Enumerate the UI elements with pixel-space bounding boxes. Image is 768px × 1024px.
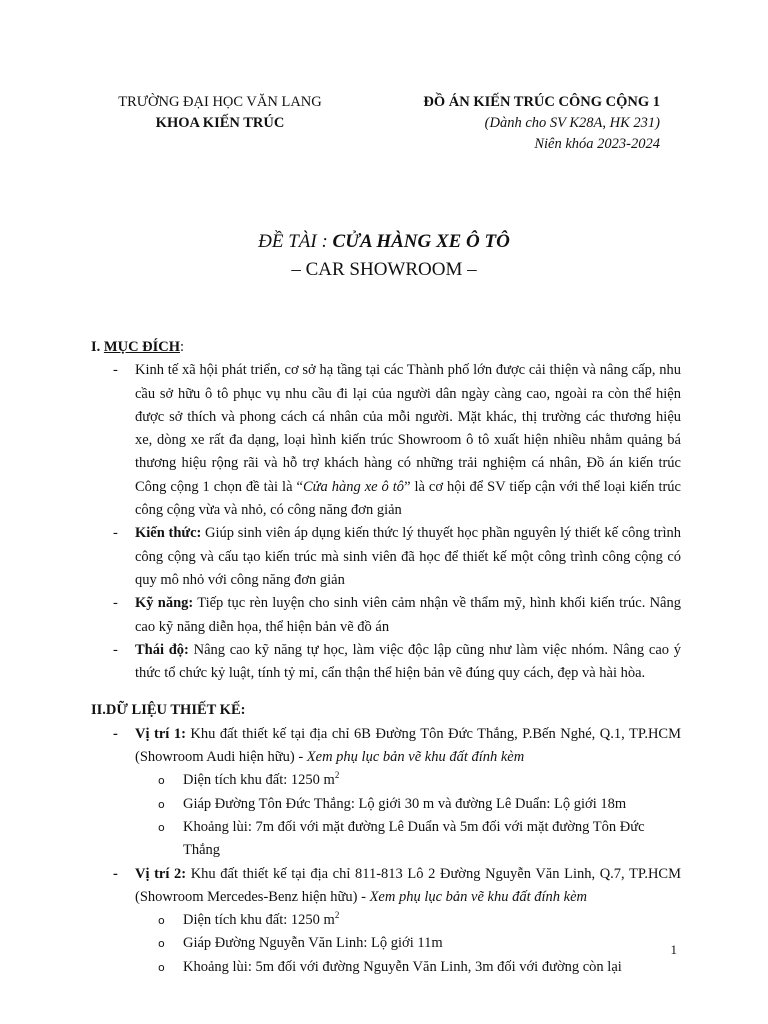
item-text: ” là cơ hội để SV tiếp cận với thể loại kiến trúc công cộng vừa và nhỏ, có công năng đơn giản [135,478,681,519]
item-text: Tiếp tục rèn luyện cho sinh viên cảm nhận về thẩm mỹ, hình khối kiến trúc. Nâng cao kỹ năng diễn họa, thể hiện bản vẽ đồ án [135,595,681,635]
project-name: ĐỒ ÁN KIẾN TRÚC CÔNG CỘNG 1 [423,94,660,110]
site-text: Khu đất thiết kế tại địa chỉ 811-813 Lô 2 Đường Nguyễn Văn Linh, Q.7, TP.HCM (Showroom Mercedes-Benz hiện hữu) - [135,865,681,905]
dash-bullet: - [113,865,118,882]
title-subtitle: – CAR SHOWROOM – [291,259,477,280]
section-number: I. [91,339,104,355]
list-item [91,592,681,639]
sub-item [91,909,681,932]
superscript: 2 [334,910,340,921]
title-name: CỬA HÀNG XE Ô TÔ [332,231,510,252]
circle-bullet-icon: o [158,774,165,788]
site-item [91,863,681,910]
sub-item [91,769,681,792]
section-heading-purpose [91,336,681,359]
school-name: TRƯỜNG ĐẠI HỌC VĂN LANG [118,94,322,110]
title-line [0,228,768,256]
list-item [91,522,681,592]
superscript: 2 [334,770,340,781]
item-text-italic: Cửa hàng xe ô tô [302,478,405,495]
academic-year: Niên khóa 2023-2024 [534,136,660,152]
list-item [91,639,681,686]
site-item [91,723,681,770]
section-title: DỮ LIỆU THIẾT KẾ: [105,702,246,719]
section-title: MỤC ĐÍCH [103,339,181,355]
section-colon: : [180,339,185,355]
site-label: Vị trí 1: [135,725,186,742]
site-text: Khu đất thiết kế tại địa chỉ 6B Đường Tôn Đức Thắng, P.Bến Nghé, Q.1, TP.HCM (Showroom Audi hiện hữu) - [135,725,681,766]
header-right [360,92,660,155]
item-label: Kỹ năng: [135,595,194,612]
item-text: Nâng cao kỹ năng tự học, làm việc độc lập cũng như làm việc nhóm. Nâng cao ý thức tổ chức kỷ luật, tính tỷ mỉ, cẩn thận thể hiện bản vẽ đúng quy cách, đẹp và hài hòa. [135,641,681,682]
audience-note: (Dành cho SV K28A, HK 231) [484,115,660,131]
page-number: 1 [670,942,677,957]
item-text: Giúp sinh viên áp dụng kiến thức lý thuyết học phần nguyên lý thiết kế công trình công cộng và cấu tạo kiến trúc mà sinh viên đã học để thiết kế một công trình công cộng có quy mô nhỏ với công năng đơn giản [135,525,681,588]
title-prefix: ĐỀ TÀI : [258,231,333,252]
circle-bullet-icon: o [158,937,165,951]
document-title [0,228,768,284]
item-label: Kiến thức: [135,525,202,542]
sub-text: Khoảng lùi: 5m đối với đường Nguyễn Văn Linh, 3m đối với đường còn lại [183,958,622,975]
sub-item [91,956,681,979]
sub-item [91,932,681,955]
header-left [90,92,350,134]
item-label: Thái độ: [135,641,189,658]
dash-bullet: - [113,725,118,742]
dash-bullet: - [113,525,118,542]
dash-bullet: - [113,362,118,379]
section-heading-design-data [91,699,681,722]
circle-bullet-icon: o [158,820,165,834]
sub-text: Diện tích khu đất: 1250 m [183,772,335,789]
sub-text: Giáp Đường Tôn Đức Thắng: Lộ giới 30 m và đường Lê Duẩn: Lộ giới 18m [183,795,627,812]
section-number: II. [91,702,106,719]
sub-item [91,793,681,816]
sub-text: Khoảng lùi: 7m đối với mặt đường Lê Duẩn và 5m đối với mặt đường Tôn Đức Thắng [183,818,645,859]
site-note: Xem phụ lục bản vẽ khu đất đính kèm [306,749,525,766]
site-label: Vị trí 2: [135,865,187,882]
sub-text: Giáp Đường Nguyễn Văn Linh: Lộ giới 11m [183,935,443,952]
item-text: Kinh tế xã hội phát triển, cơ sở hạ tầng tại các Thành phố lớn được cải thiện và nâng cấp, nhu cầu sở hữu ô tô phục vụ nhu cầu đi lại của người dân ngày càng cao, ngoài ra còn thể hiện được sở thích và phong cách cá nhân của mỗi người. Mặt khác, thị trường các thương hiệu xe, dòng xe rất đa dạng, loại hình kiến trúc Showroom ô tô xuất hiện nhiều nhằm quảng bá thương hiệu rộng rãi và hỗ trợ khách hàng có những trải nghiệm cá nhân, Đồ án kiến trúc Công cộng 1 chọn đề tài là “ [135,362,681,495]
dash-bullet: - [113,641,118,658]
sub-item [91,816,681,863]
document-body [91,336,681,979]
circle-bullet-icon: o [158,914,165,928]
sub-text: Diện tích khu đất: 1250 m [183,912,335,929]
list-item [91,359,681,522]
faculty-name: KHOA KIẾN TRÚC [155,115,285,131]
dash-bullet: - [113,595,118,612]
circle-bullet-icon: o [158,960,165,974]
site-note: Xem phụ lục bản vẽ khu đất đính kèm [369,888,587,905]
circle-bullet-icon: o [158,797,165,811]
